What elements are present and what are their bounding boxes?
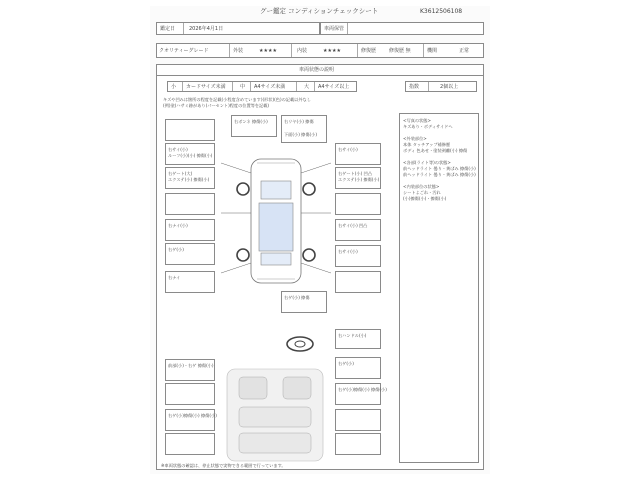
label-right-2b: エクステ(小) 擦傷(小): [338, 177, 380, 182]
count-legend: [405, 81, 477, 92]
label-box-r1: [335, 143, 381, 165]
label-seat-r2: 右ゲ(小)擦傷(小) 擦傷(小): [338, 387, 387, 392]
size-mid-desc: A4サイズ未満: [254, 84, 286, 90]
label-front-mid-a: 右リヤ(小) 擦傷: [284, 119, 314, 124]
label-box-front-top: [231, 115, 277, 137]
label-left-2: 右ゲート(大): [168, 171, 193, 176]
label-left-1: 右サイ(小): [168, 147, 188, 152]
sheet-title: グー鑑定 コンディションチェックシート: [260, 7, 379, 15]
location-row: [320, 22, 484, 35]
interior-stars: ★★★★: [323, 48, 341, 54]
label-left-1b: ルーフ(小)(小) 擦傷(小): [168, 153, 213, 158]
meter-value: 正常: [459, 48, 470, 54]
label-box-l0: [165, 119, 215, 141]
label-box-seat-r3: [335, 409, 381, 431]
remark-2-b: ボディ 色あせ・塗装剥離(小) 擦傷: [403, 148, 468, 153]
size-mid: 中: [240, 84, 246, 90]
count-value: 2個以上: [440, 84, 459, 90]
note-line-1: キズや凹みは箇所の程度を記載(小程度含めています)(形状)(色)の記載以外なし: [163, 97, 311, 102]
label-box-r2: [335, 167, 381, 189]
repair-value: 修復歴 無: [389, 48, 411, 54]
remarks-box: [399, 113, 479, 463]
label-box-seat-l3: [165, 409, 215, 431]
remark-3-a: 前ヘッドライト 曇り・黄ばみ 擦傷(小): [403, 166, 476, 171]
label-seat-r1: 右ゲ(小): [338, 361, 354, 366]
label-box-r4: [335, 219, 381, 241]
size-legend: [167, 81, 357, 92]
label-box-seat-l2: [165, 383, 215, 405]
exterior-label: 外装: [233, 48, 244, 54]
label-box-l3: [165, 193, 215, 215]
label-box-seat-r4: [335, 433, 381, 455]
label-box-l4: [165, 219, 215, 241]
label-steer: 右ハンドル(小): [338, 333, 367, 338]
label-box-r5: [335, 245, 381, 267]
label-left-4: 右ゲ(小): [168, 247, 184, 252]
label-front-top: 右ボンネ 擦傷(小): [234, 119, 268, 124]
size-large: 大: [304, 84, 310, 90]
remark-4-head: <内装部位の状態>: [403, 184, 440, 189]
location-label: 車両保管: [324, 26, 345, 32]
interior-label: 内装: [297, 48, 308, 54]
label-rear: 右ゲ(小) 擦傷: [284, 295, 310, 300]
label-right-3: 右サイ(小) 凹凸: [338, 223, 368, 228]
label-box-seat-l4: [165, 433, 215, 455]
label-box-seat-r2: [335, 383, 387, 405]
label-left-3: 右ナイ(小): [168, 223, 188, 228]
condition-panel: [156, 64, 484, 470]
label-seat-l2: 右ゲ(小)擦傷(小) 擦傷(小): [168, 413, 217, 418]
size-large-desc: A4サイズ以上: [318, 84, 350, 90]
date-label: 鑑定日: [160, 26, 176, 32]
exterior-stars: ★★★★: [259, 48, 277, 54]
label-box-front-mid: [281, 115, 327, 143]
size-small-desc: カードサイズ未満: [186, 84, 226, 90]
interior-seats-diagram: [217, 365, 333, 465]
label-box-l5: [165, 243, 215, 265]
label-box-l1: [165, 143, 215, 165]
section-title: 車両状態の説明: [299, 67, 335, 73]
label-box-rear: [281, 291, 327, 313]
label-box-seat-r1: [335, 357, 381, 379]
size-small: 小: [171, 84, 177, 90]
label-right-1: 右サイ(小): [338, 147, 358, 152]
remark-2-head: <外装部位>: [403, 136, 427, 141]
remark-4-b: (小)擦傷(小)・擦傷(小): [403, 196, 447, 201]
label-box-l6: [165, 271, 215, 293]
remark-3-head: <各部(ライト等)の状態>: [403, 160, 451, 165]
repair-label: 修復歴: [361, 48, 377, 54]
date-row: [156, 22, 320, 35]
label-right-2: 右ゲート(小) 凹凸: [338, 171, 372, 176]
date-value: 2026年4月1日: [189, 26, 224, 32]
document-id: K3612506108: [420, 8, 463, 15]
label-front-mid-b: 下面(小) 擦傷(小): [284, 132, 317, 137]
label-box-seat-l1: [165, 359, 215, 381]
label-seat-l1: 前部(小)・右ゲ 擦傷(小): [168, 363, 214, 368]
note-line-2: (例)塗(ハサミ跡があり(パーセント)程度の位置等を記載): [163, 103, 270, 108]
remark-4-a: シートよごれ・汚れ: [403, 190, 441, 195]
count-label: 指数: [409, 84, 420, 90]
remark-2-a: 本体 タッチアップ補修歴: [403, 142, 451, 147]
label-box-r3: [335, 193, 381, 215]
label-left-5: 右ナイ: [168, 275, 181, 280]
label-right-4: 右サイ(小): [338, 249, 358, 254]
rating-row: [156, 43, 484, 58]
label-left-2b: エクステ(小) 擦傷(小): [168, 177, 210, 182]
remark-1-a: キズあり・ボディサイドへ: [403, 124, 453, 129]
label-box-steer: [335, 329, 381, 349]
footer-note: ※車両状態の確認は、停止状態で実物できる範囲で行っています。: [161, 463, 286, 468]
steering-wheel-icon: [285, 335, 315, 353]
label-box-l2: [165, 167, 215, 189]
meter-label: 機関: [427, 48, 438, 54]
grade-label: クオリティーグレード: [159, 48, 209, 54]
car-top-view-diagram: [221, 153, 331, 289]
remark-3-b: 前ヘッドライト 曇り・黄ばみ 擦傷(小): [403, 172, 476, 177]
label-box-r6: [335, 271, 381, 293]
condition-sheet: [150, 6, 490, 474]
remark-1-head: <写真の状態>: [403, 118, 431, 123]
